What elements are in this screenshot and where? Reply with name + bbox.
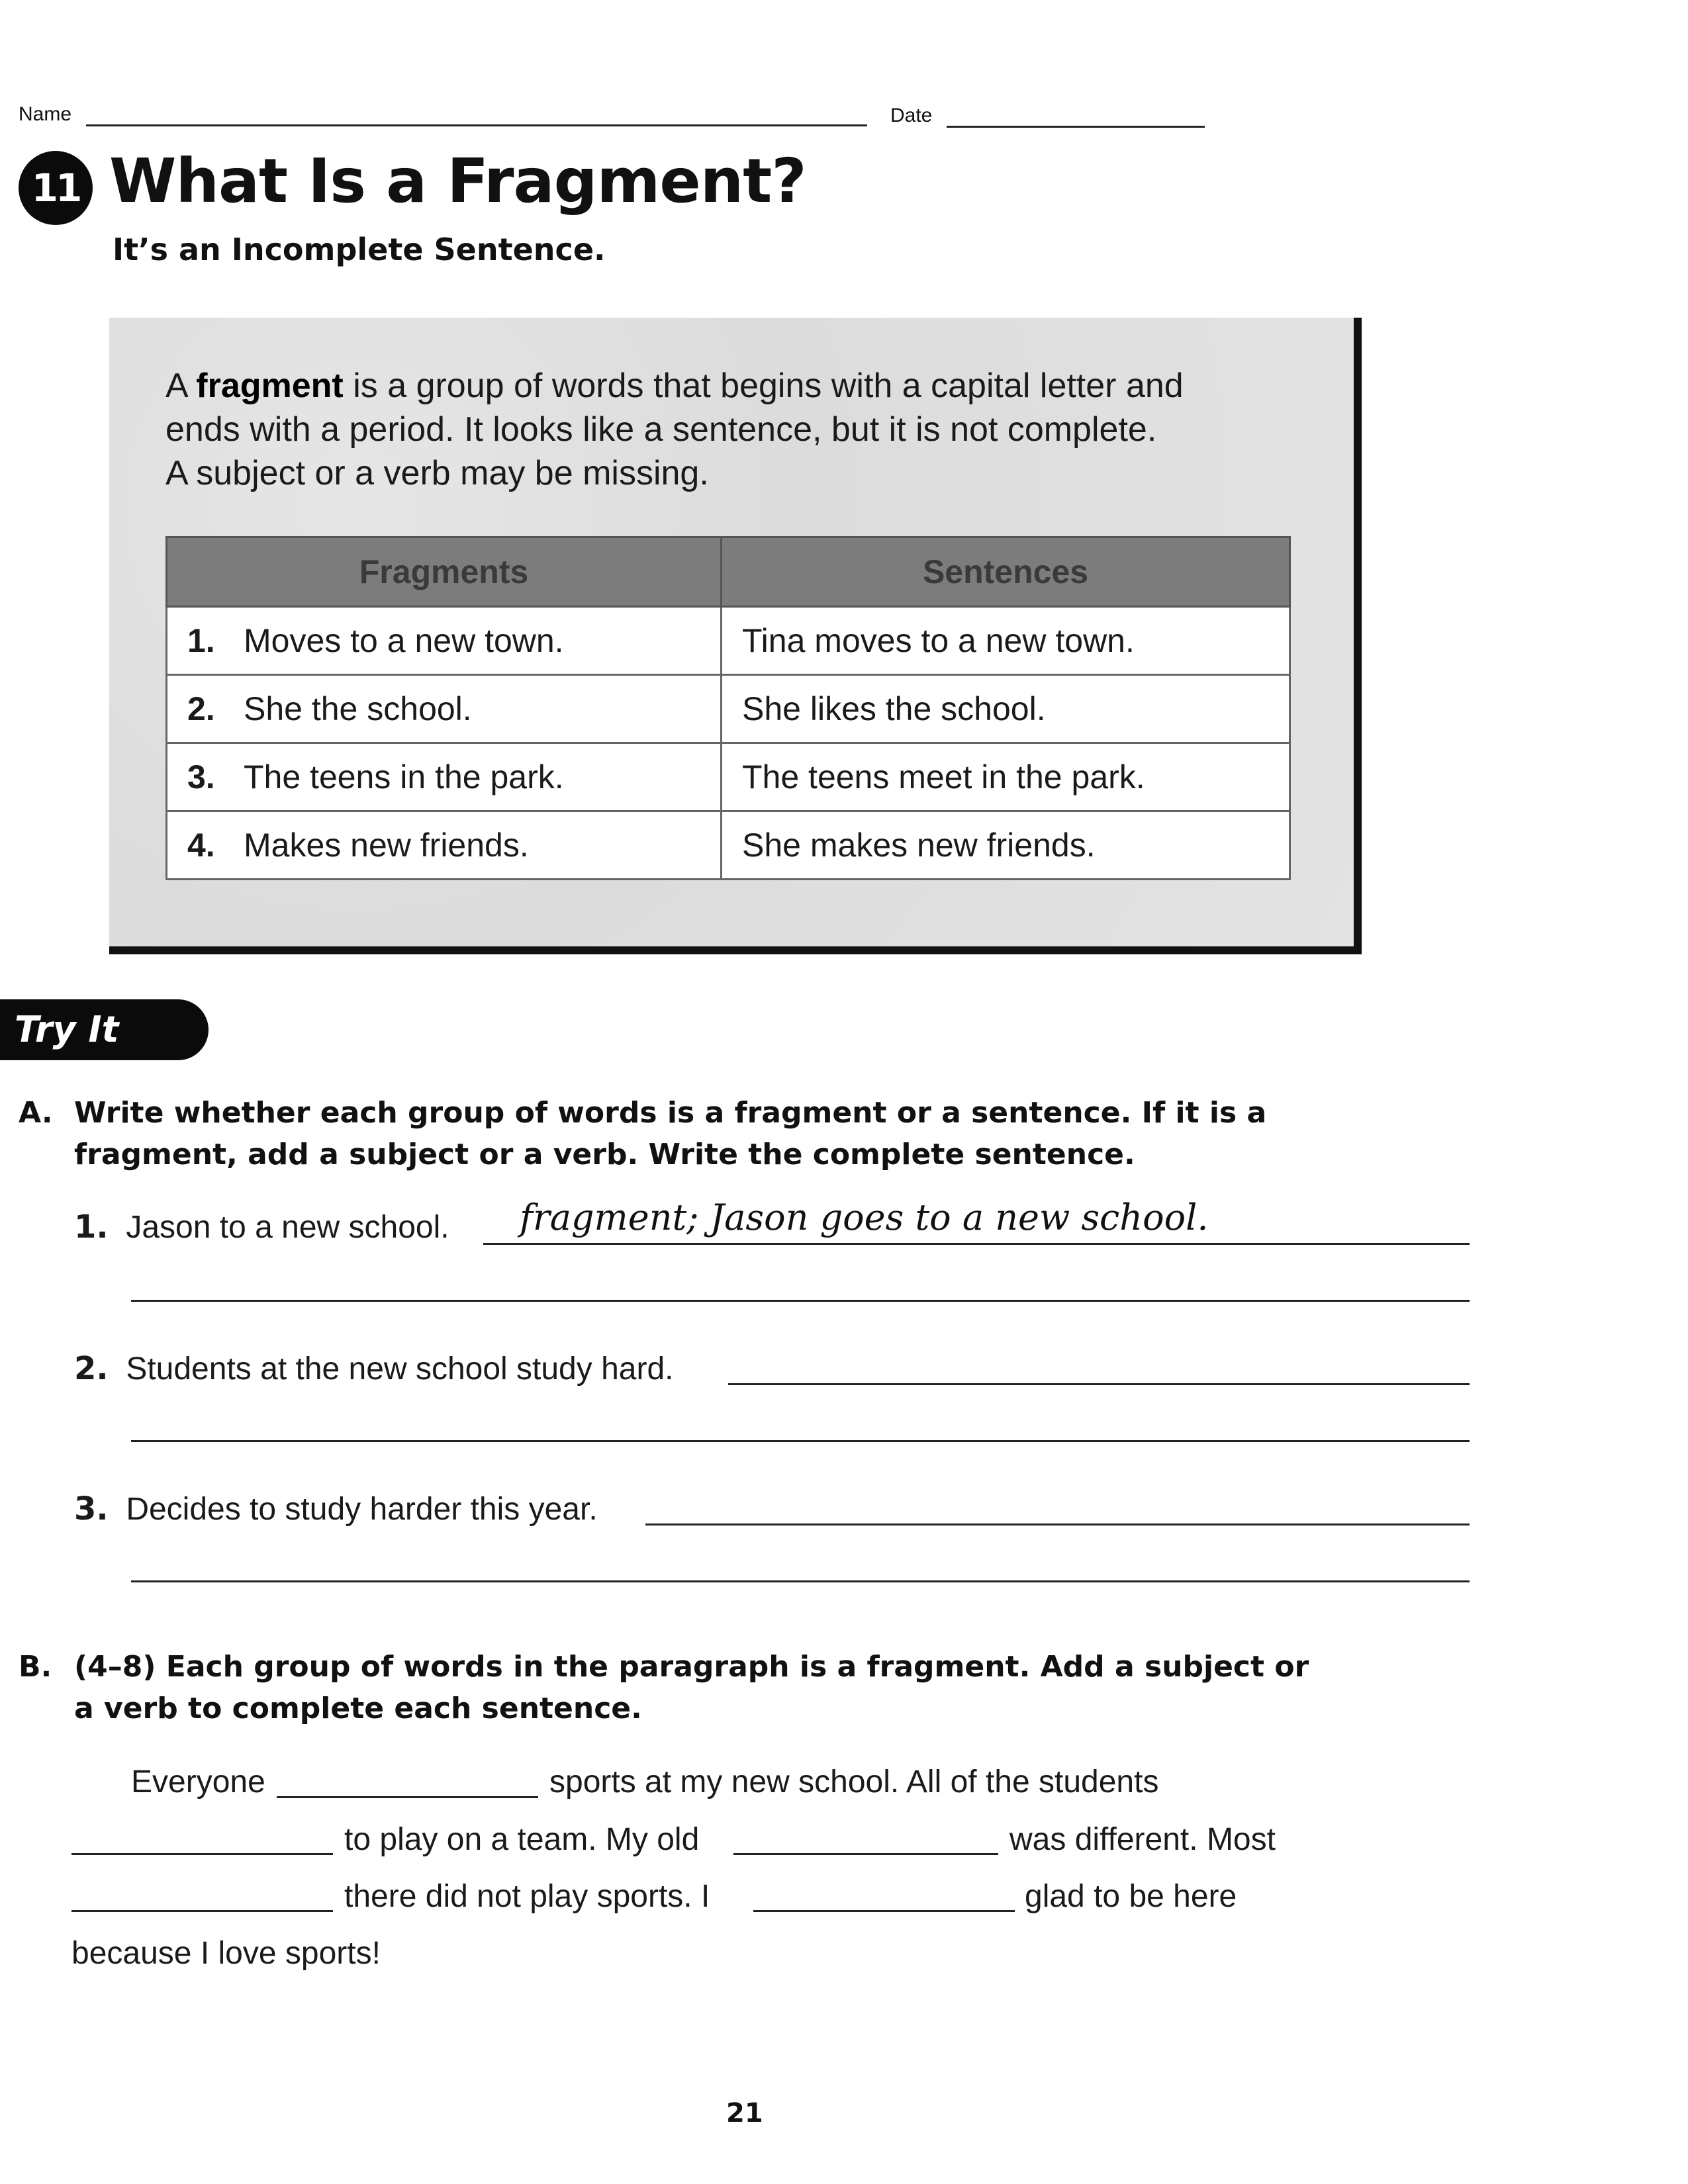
header-fragments: Fragments bbox=[167, 537, 722, 607]
date-field[interactable] bbox=[947, 126, 1205, 128]
table-row bbox=[167, 675, 1290, 743]
item-1 bbox=[74, 1208, 449, 1246]
item-1-answer-line-2[interactable] bbox=[131, 1300, 1470, 1302]
blank-4[interactable] bbox=[277, 1796, 538, 1798]
definition-line3: A subject or a verb may be missing. bbox=[165, 454, 709, 492]
item-1-answer-line[interactable] bbox=[483, 1243, 1470, 1245]
item-text: Students at the new school study hard. bbox=[126, 1351, 674, 1387]
blank-7[interactable] bbox=[71, 1910, 333, 1912]
sentence-cell: The teens meet in the park. bbox=[722, 743, 1290, 811]
page-subtitle: It’s an Incomplete Sentence. bbox=[113, 232, 606, 267]
item-3-answer-line[interactable] bbox=[645, 1524, 1470, 1525]
lesson-number-badge: 11 bbox=[19, 151, 93, 225]
item-3-answer-line-2[interactable] bbox=[131, 1580, 1470, 1582]
item-number: 3. bbox=[74, 1490, 109, 1527]
part-b-instructions-line1: (4–8) Each group of words in the paragraph is a fragment. Add a subject or bbox=[74, 1650, 1309, 1684]
table-row bbox=[167, 811, 1290, 880]
blank-5[interactable] bbox=[71, 1853, 333, 1855]
item-number: 1. bbox=[74, 1208, 109, 1246]
definition-text bbox=[165, 364, 1291, 495]
paragraph-text-2a: to play on a team. My old bbox=[344, 1822, 700, 1857]
fragment-cell bbox=[167, 607, 722, 675]
item-text: Jason to a new school. bbox=[126, 1210, 449, 1245]
part-b-instructions-line2: a verb to complete each sentence. bbox=[74, 1692, 642, 1725]
page-number: 21 bbox=[726, 2098, 763, 2128]
paragraph-text-3a: there did not play sports. I bbox=[344, 1879, 710, 1914]
fragment-text: Makes new friends. bbox=[244, 827, 529, 864]
paragraph-text-3b: glad to be here bbox=[1025, 1879, 1237, 1914]
part-a-instructions bbox=[74, 1092, 1266, 1175]
blank-8[interactable] bbox=[753, 1910, 1015, 1912]
fragment-text: Moves to a new town. bbox=[244, 622, 564, 659]
part-a-letter: A. bbox=[19, 1096, 53, 1130]
sentence-cell: She likes the school. bbox=[722, 675, 1290, 743]
date-label: Date bbox=[890, 105, 933, 126]
item-2-answer-line[interactable] bbox=[728, 1383, 1470, 1385]
name-label: Name bbox=[19, 103, 72, 125]
paragraph-text-1b: sports at my new school. All of the students bbox=[549, 1764, 1159, 1799]
item-1-handwritten-answer: fragment; Jason goes to a new school. bbox=[520, 1197, 1209, 1238]
fragment-text: She the school. bbox=[244, 690, 472, 727]
sentence-cell: She makes new friends. bbox=[722, 811, 1290, 880]
definition-prefix: A bbox=[165, 367, 197, 405]
part-b-letter: B. bbox=[19, 1650, 52, 1684]
paragraph-text-2b: was different. Most bbox=[1009, 1822, 1276, 1857]
item-number: 2. bbox=[74, 1350, 109, 1387]
fragments-table bbox=[165, 536, 1291, 880]
sentence-cell: Tina moves to a new town. bbox=[722, 607, 1290, 675]
item-3 bbox=[74, 1490, 598, 1527]
fragment-text: The teens in the park. bbox=[244, 758, 564, 796]
paragraph-text-1a: Everyone bbox=[131, 1764, 265, 1799]
item-2-answer-line-2[interactable] bbox=[131, 1440, 1470, 1442]
part-b-instructions bbox=[74, 1646, 1309, 1729]
page-title: What Is a Fragment? bbox=[109, 146, 806, 216]
table-row bbox=[167, 607, 1290, 675]
definition-term: fragment bbox=[196, 367, 344, 405]
definition-box bbox=[109, 318, 1362, 954]
row-number: 1. bbox=[187, 622, 215, 659]
item-text: Decides to study harder this year. bbox=[126, 1492, 598, 1527]
table-row bbox=[167, 743, 1290, 811]
paragraph-text-4: because I love sports! bbox=[71, 1936, 381, 1971]
name-field[interactable] bbox=[86, 124, 867, 126]
row-number: 4. bbox=[187, 827, 215, 864]
table-header-row bbox=[167, 537, 1290, 607]
try-it-banner: Try It bbox=[0, 999, 209, 1060]
definition-line1: is a group of words that begins with a capital letter and bbox=[343, 367, 1184, 405]
fragment-cell bbox=[167, 743, 722, 811]
part-a-instructions-line1: Write whether each group of words is a fragment or a sentence. If it is a bbox=[74, 1096, 1267, 1130]
item-2 bbox=[74, 1350, 674, 1387]
row-number: 2. bbox=[187, 690, 215, 727]
fragment-cell bbox=[167, 811, 722, 880]
header-sentences: Sentences bbox=[722, 537, 1290, 607]
definition-line2: ends with a period. It looks like a sentence, but it is not complete. bbox=[165, 410, 1157, 449]
fragment-cell bbox=[167, 675, 722, 743]
row-number: 3. bbox=[187, 758, 215, 796]
part-a-instructions-line2: fragment, add a subject or a verb. Write the complete sentence. bbox=[74, 1138, 1135, 1171]
blank-6[interactable] bbox=[733, 1853, 998, 1855]
